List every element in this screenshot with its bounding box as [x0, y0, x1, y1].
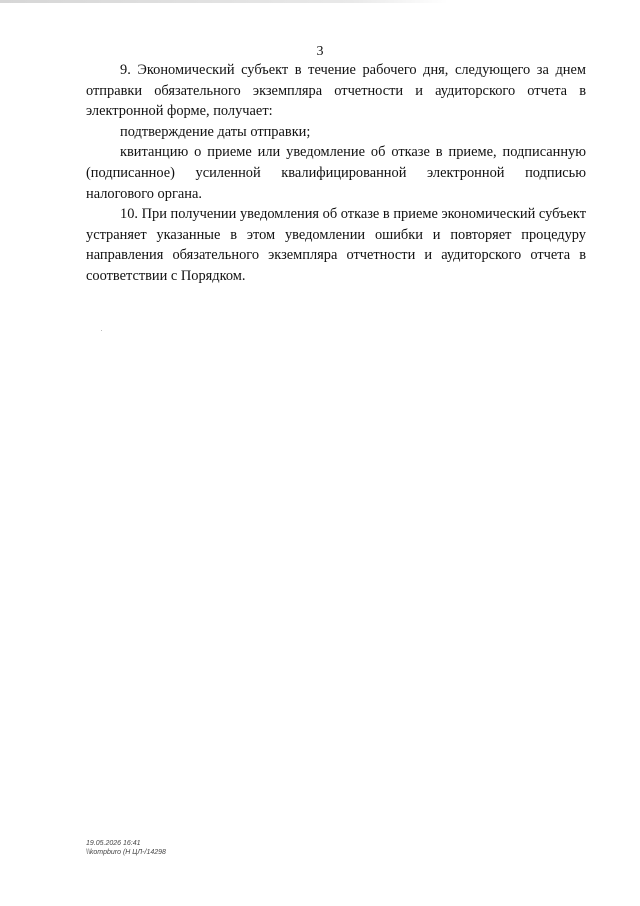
list-item-receipt: квитанцию о приеме или уведомление об отказе в приеме, подписанную (подписанное) усиленной квалифицированной электронной подписью налогового органа. [86, 144, 586, 202]
list-item-date-confirmation: подтверждение даты отправки; [120, 123, 311, 140]
scan-speck [101, 330, 102, 331]
page-number: 3 [316, 44, 324, 59]
paragraph-9: 9. Экономический субъект в течение рабочего дня, следующего за днем отправки обязательного экземпляра отчетности и аудиторского отчета в электронной форме, получает: [86, 62, 586, 120]
footer-timestamp: 19.05.2026 16:41 [86, 840, 141, 847]
document-body [86, 60, 586, 287]
scan-edge [0, 0, 640, 3]
footer-reference: \\kompburo (Н ЦЛ-/14298 [86, 849, 166, 856]
paragraph-10: 10. При получении уведомления об отказе в приеме экономический субъект устраняет указанные в этом уведомлении ошибки и повторяет процедуру направления обязательного экземпляра отчетности и аудиторского отчета в соответствии с Порядком. [86, 206, 586, 284]
footer-stamp [86, 839, 166, 857]
